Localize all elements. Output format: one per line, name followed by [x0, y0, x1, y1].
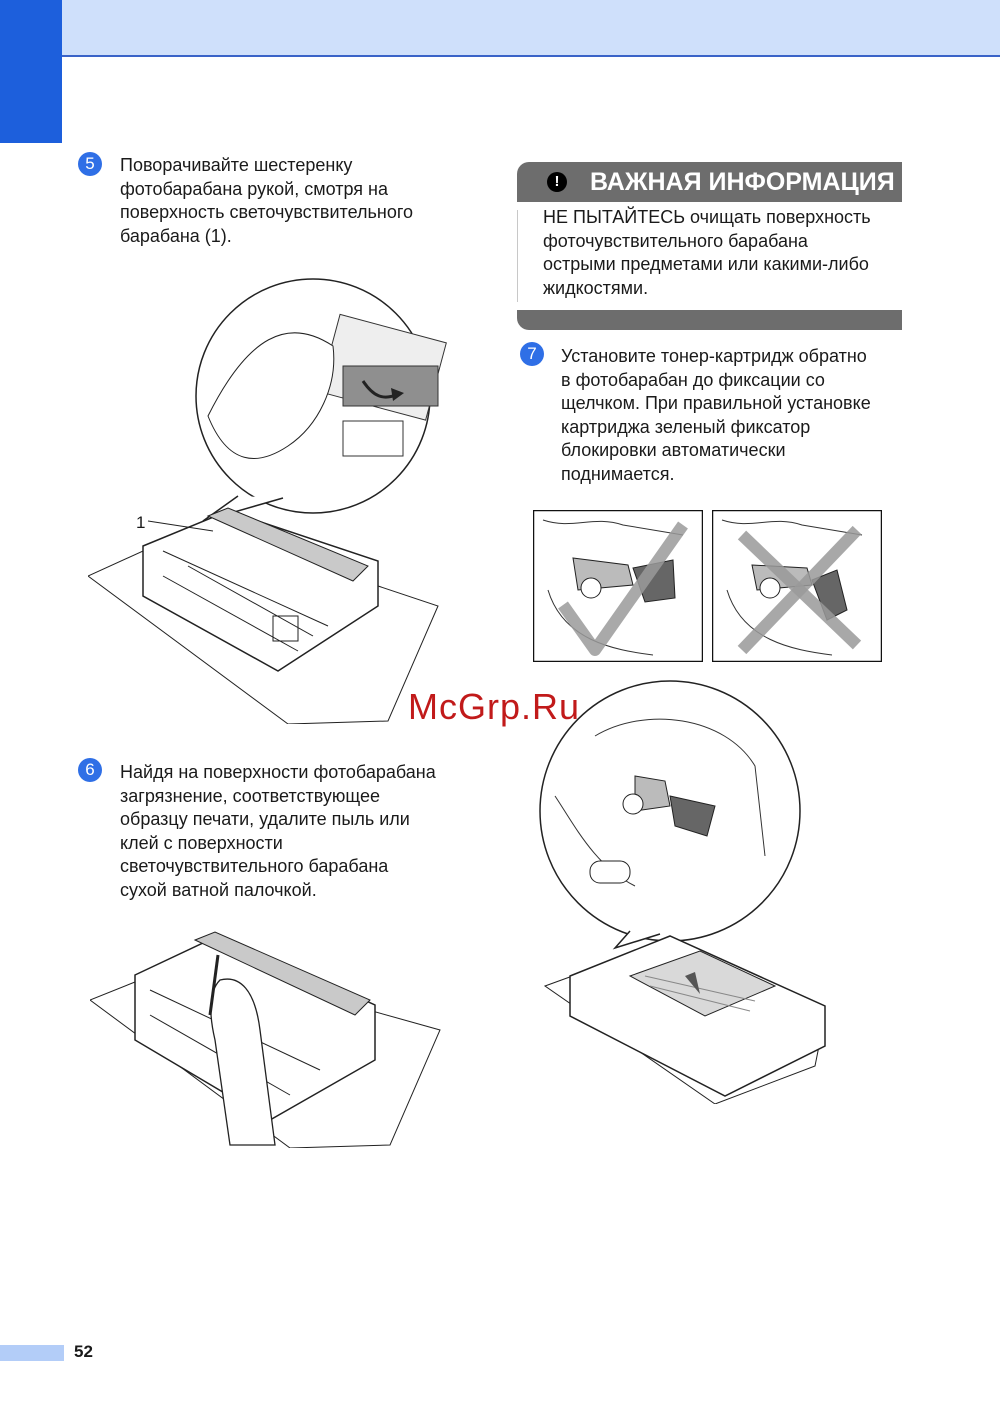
important-info-box	[517, 162, 902, 330]
important-title: ВАЖНАЯ ИНФОРМАЦИЯ	[590, 168, 895, 196]
exclamation-icon: !	[547, 172, 567, 192]
step-5-number: 5	[78, 152, 102, 176]
watermark: McGrp.Ru	[408, 686, 581, 727]
important-body: НЕ ПЫТАЙТЕСЬ очищать поверхность фоточувствительного барабана острыми предметами или какими-либо жидкостями.	[543, 207, 871, 298]
step-5-text: Поворачивайте шестеренку фотобарабана рукой, смотря на поверхность светочувствительного барабана (1).	[120, 155, 414, 246]
cartridge-install-illustration	[535, 676, 885, 1104]
page-number: 52	[74, 1342, 93, 1361]
callout-label-1: 1	[136, 513, 146, 532]
step-7-number: 7	[520, 342, 544, 366]
important-divider	[517, 210, 518, 302]
step-6-text: Найдя на поверхности фотобарабана загрязнение, соответствующее образцу печати, удалите пыль или клей с поверхности светочувствительного барабана сухой ватной палочкой.	[120, 762, 436, 900]
page-number-marker	[0, 1345, 64, 1361]
important-header	[517, 162, 902, 202]
step-6-number: 6	[78, 758, 102, 782]
swab-cleaning-illustration	[90, 920, 450, 1148]
step-7-text: Установите тонер-картридж обратно в фотобарабан до фиксации со щелчком. При правильной установке картриджа зеленый фиксатор блокировки автоматически поднимается.	[561, 346, 871, 484]
lever-correct-panel	[533, 510, 703, 662]
lever-incorrect-panel	[712, 510, 882, 662]
drum-gear-illustration	[88, 276, 448, 724]
important-footer	[517, 310, 902, 330]
chapter-tab	[0, 0, 62, 143]
page-header-bar	[0, 0, 1000, 57]
